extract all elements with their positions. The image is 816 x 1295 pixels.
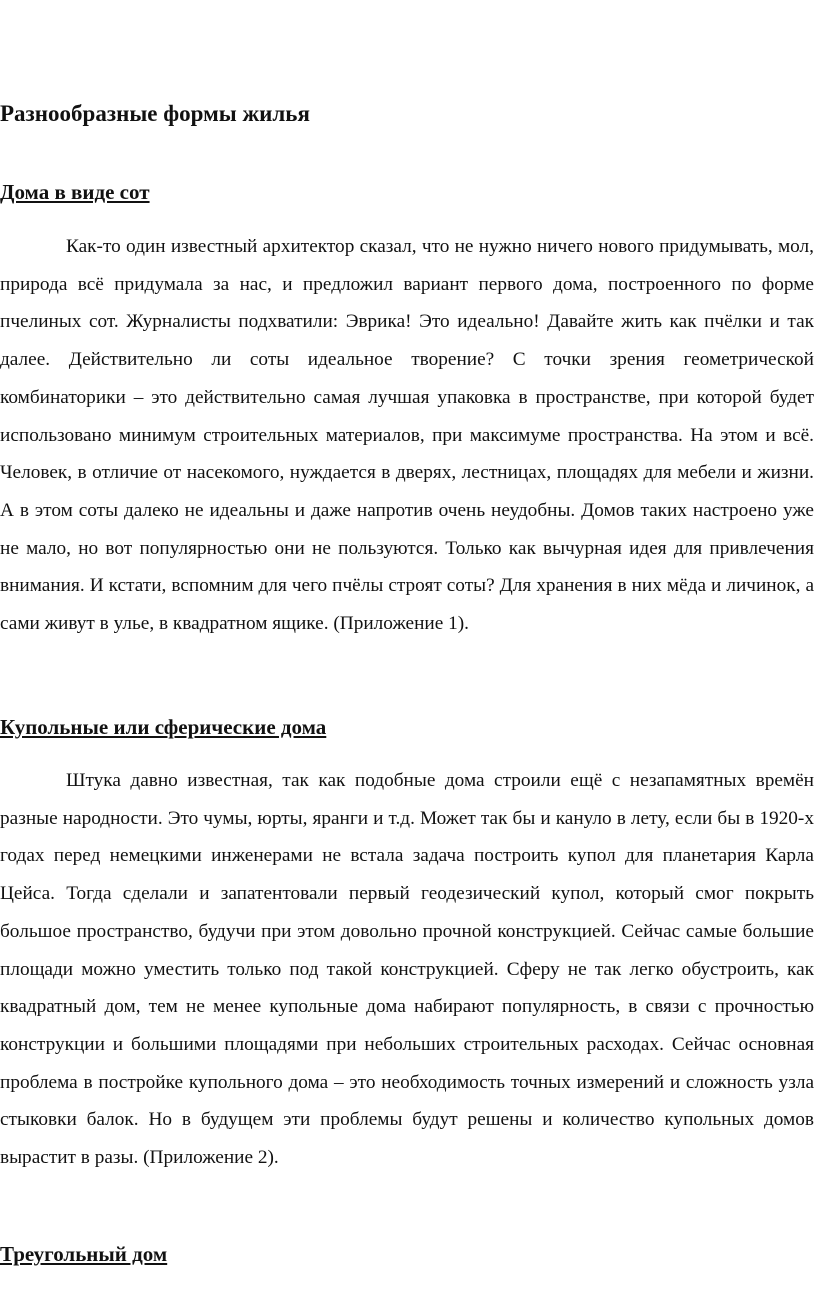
- document-title: Разнообразные формы жилья: [0, 101, 310, 126]
- section-heading-dome: Купольные или сферические дома: [0, 715, 327, 739]
- section-heading-honeycomb: Дома в виде сот: [0, 180, 150, 204]
- section-paragraph-dome: Штука давно известная, так как подобные дома строили ещё с незапамятных времён разные народности. Это чумы, юрты, яранги и т.д. Может так бы и кануло в лету, если бы в 1920-х годах перед немецкими инженерами не встала задача построить купол для планетария Карла Цейса. Тогда сделали и запатентовали первый геодезический купол, который смог покрыть большое пространство, будучи при этом довольно прочной конструкцией. Сейчас самые большие площади можно уместить только под такой конструкцией. Сферу не так легко обустроить, как квадратный дом, тем не менее купольные дома набирают популярность, в связи с прочностью конструкции и большими площадями при небольших строительных расходах. Сейчас основная проблема в постройке купольного дома – это необходимость точных измерений и сложность узла стыковки балок. Но в будущем эти проблемы будут решены и количество купольных домов вырастит в разы. (Приложение 2).: [0, 770, 814, 1169]
- section-paragraph-honeycomb: Как-то один известный архитектор сказал, что не нужно ничего нового придумывать, мол, природа всё придумала за нас, и предложил вариант первого дома, построенного по форме пчелиных сот. Журналисты подхватили: Эврика! Это идеально! Давайте жить как пчёлки и так далее. Действительно ли соты идеальное творение? С точки зрения геометрической комбинаторики – это действительно самая лучшая упаковка в пространстве, при которой будет использовано минимум строительных материалов, при максимуме пространства. На этом и всё. Человек, в отличие от насекомого, нуждается в дверях, лестницах, площадях для мебели и жизни. А в этом соты далеко не идеальны и даже напротив очень неудобны. Домов таких настроено уже не мало, но вот популярностью они не пользуются. Только как вычурная идея для привлечения внимания. И кстати, вспомним для чего пчёлы строят соты? Для хранения в них мёда и личинок, а сами живут в улье, в квадратном ящике. (Приложение 1).: [0, 236, 814, 635]
- section-heading-triangle: Треугольный дом: [0, 1242, 168, 1266]
